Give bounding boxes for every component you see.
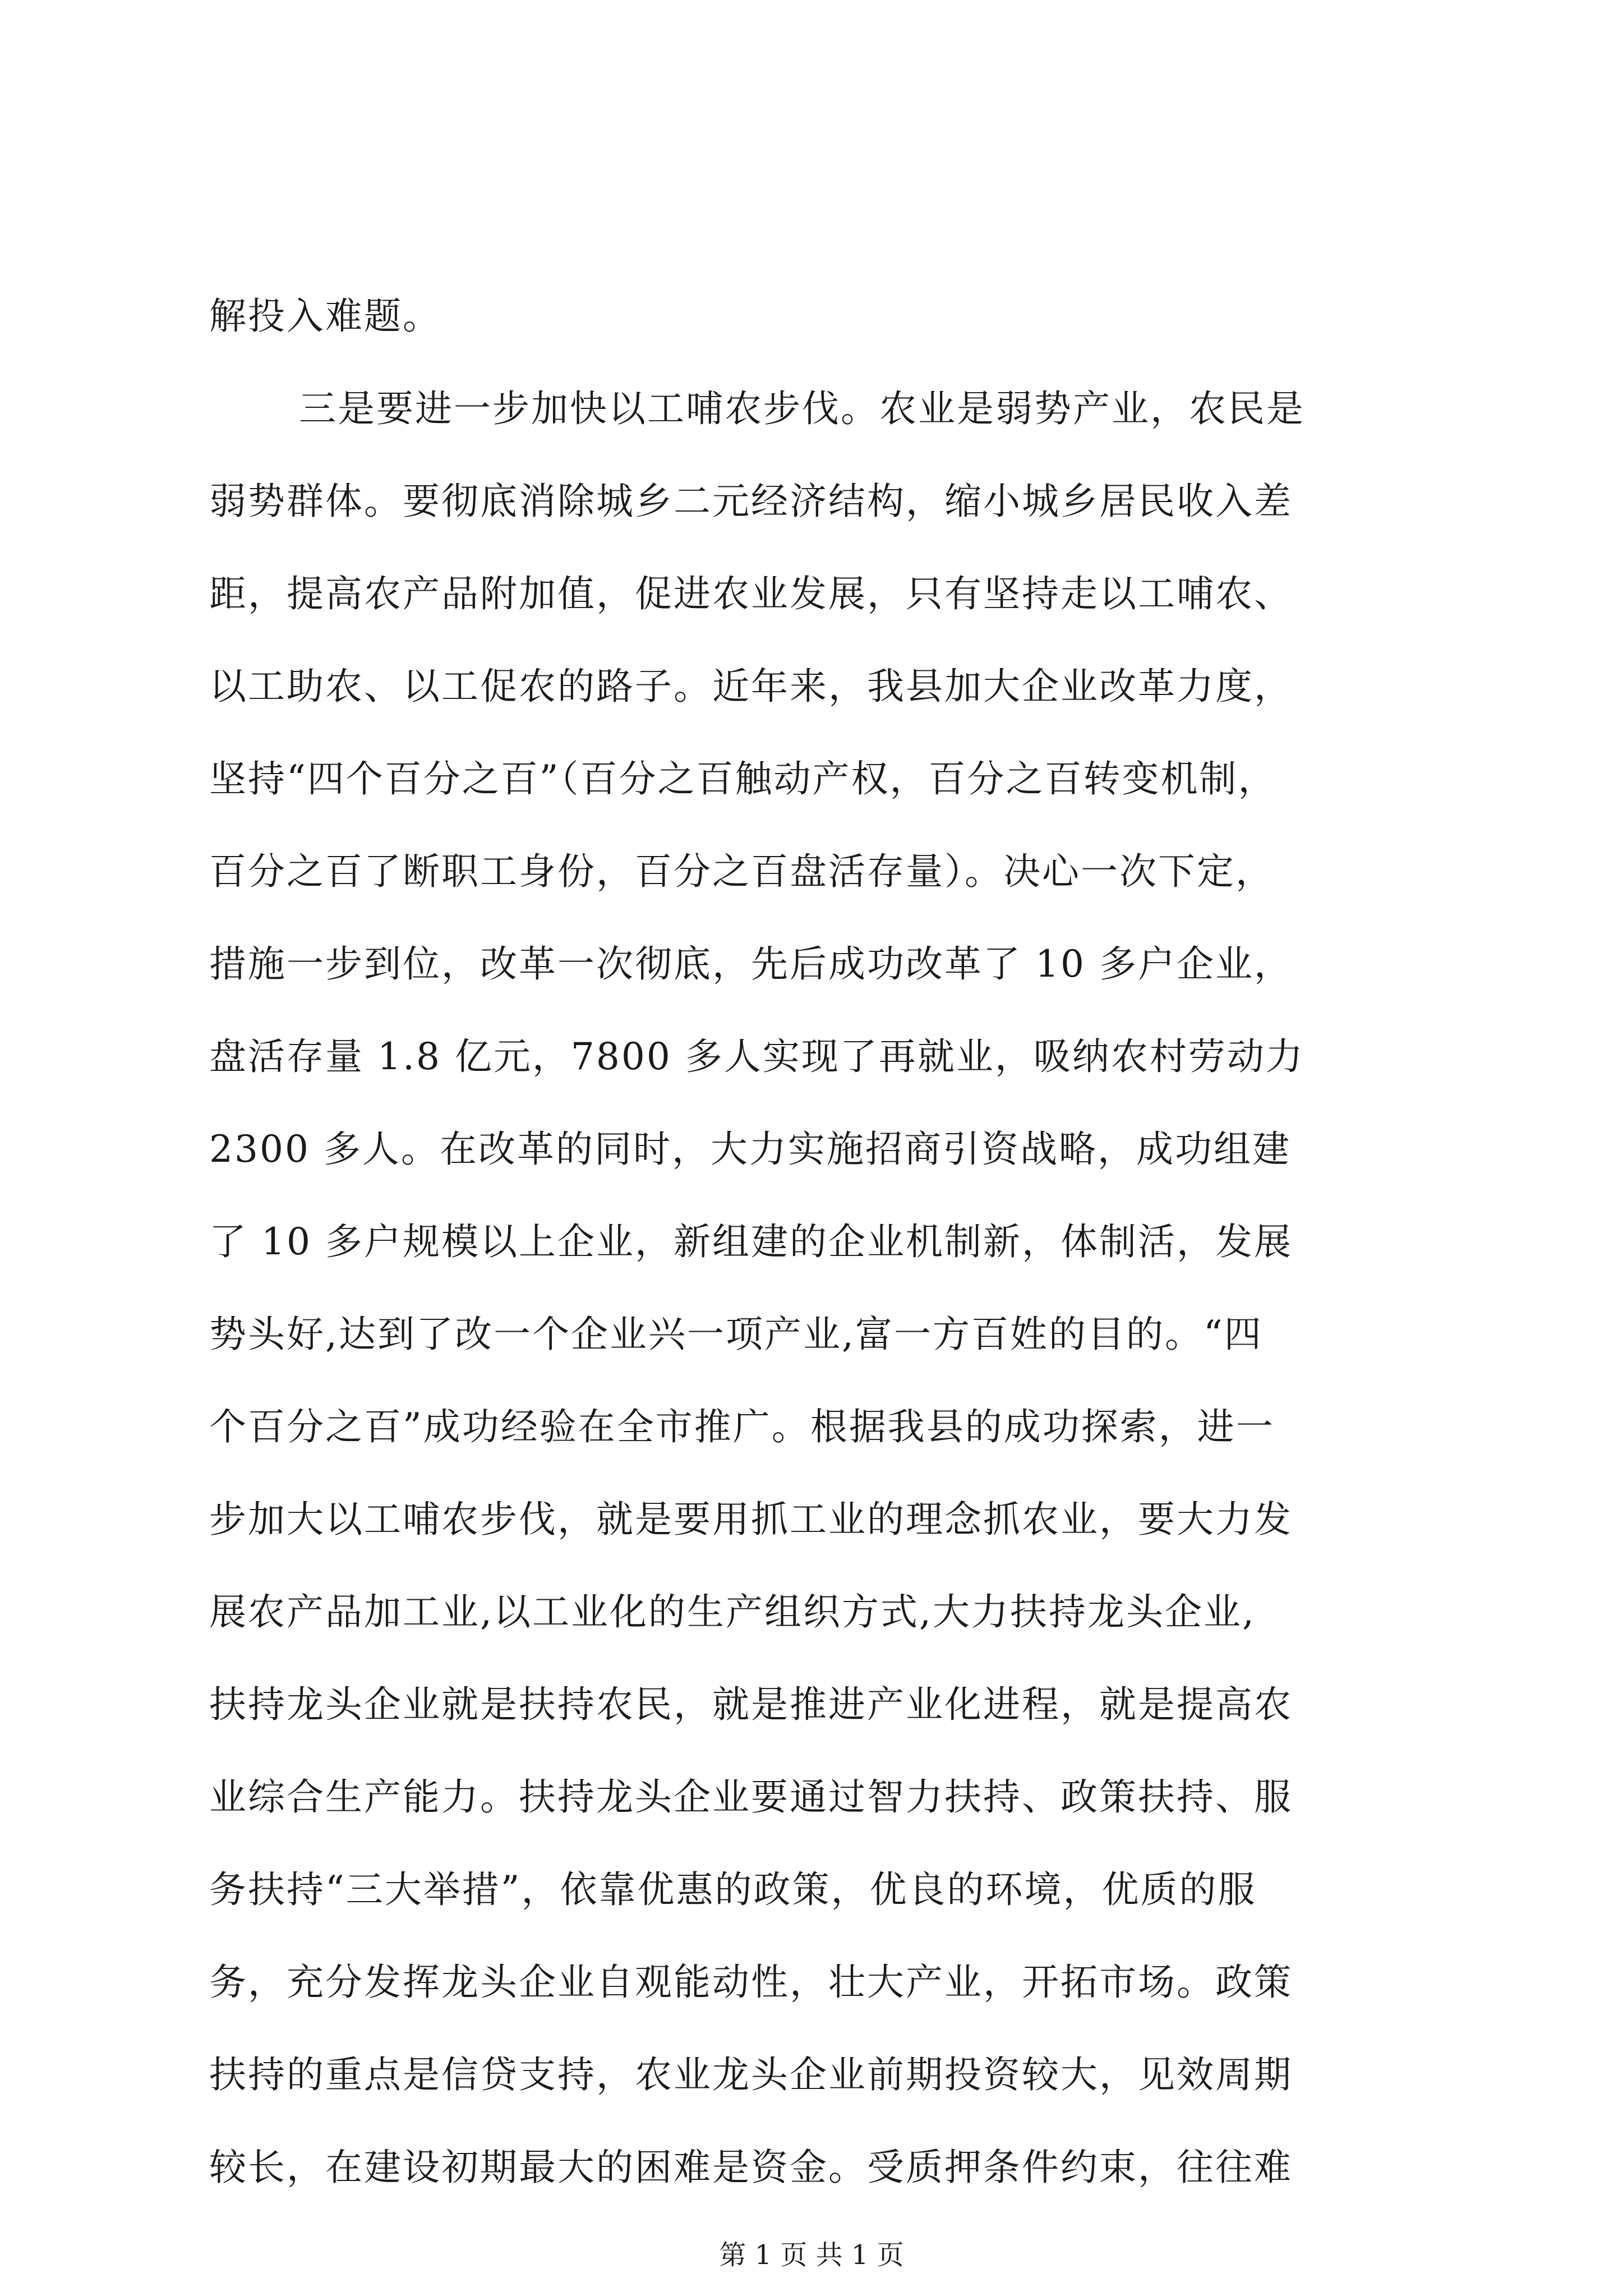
text-line: 业综合生产能力。扶持龙头企业要通过智力扶持、政策扶持、服 <box>209 1775 1293 1819</box>
paragraph-first-line: 三是要进一步加快以工哺农步伐。农业是弱势产业，农民是 <box>299 387 1305 430</box>
text-line: 坚持“四个百分之百”（百分之百触动产权，百分之百转变机制， <box>209 757 1277 800</box>
text-line: 扶持龙头企业就是扶持农民，就是推进产业化进程，就是提高农 <box>209 1683 1293 1726</box>
text-line: 距，提高农产品附加值，促进农业发展，只有坚持走以工哺农、 <box>209 572 1293 615</box>
text-line: 务，充分发挥龙头企业自观能动性，壮大产业，开拓市场。政策 <box>209 1961 1293 2004</box>
text-line: 弱势群体。要彻底消除城乡二元经济结构，缩小城乡居民收入差 <box>209 480 1293 523</box>
page-footer: 第 1 页 共 1 页 <box>719 2239 904 2271</box>
text-line: 展农产品加工业,以工业化的生产组织方式,大力扶持龙头企业, <box>209 1590 1256 1634</box>
text-line: 扶持的重点是信贷支持，农业龙头企业前期投资较大，见效周期 <box>209 2053 1293 2096</box>
text-line: 较长，在建设初期最大的困难是资金。受质押条件约束，往往难 <box>209 2146 1293 2189</box>
text-line: 措施一步到位，改革一次彻底，先后成功改革了 10 多户企业， <box>209 942 1293 986</box>
text-line: 个百分之百”成功经验在全市推广。根据我县的成功探索，进一 <box>209 1405 1275 1448</box>
text-line: 百分之百了断职工身份，百分之百盘活存量）。决心一次下定， <box>209 850 1274 893</box>
text-line: 以工助农、以工促农的路子。近年来，我县加大企业改革力度， <box>209 665 1293 708</box>
text-line: 势头好,达到了改一个企业兴一项产业,富一方百姓的目的。“四 <box>209 1313 1263 1356</box>
text-line: 解投入难题。 <box>209 295 441 338</box>
text-line: 2300 多人。在改革的同时，大力实施招商引资战略，成功组建 <box>209 1128 1291 1171</box>
text-line: 务扶持“三大举措”，依靠优惠的政策，优良的环境，优质的服 <box>209 1868 1257 1911</box>
text-line: 了 10 多户规模以上企业，新组建的企业机制新，体制活，发展 <box>209 1220 1293 1263</box>
text-line: 盘活存量 1.8 亿元，7800 多人实现了再就业，吸纳农村劳动力 <box>209 1035 1304 1078</box>
text-line: 步加大以工哺农步伐，就是要用抓工业的理念抓农业，要大力发 <box>209 1498 1293 1541</box>
